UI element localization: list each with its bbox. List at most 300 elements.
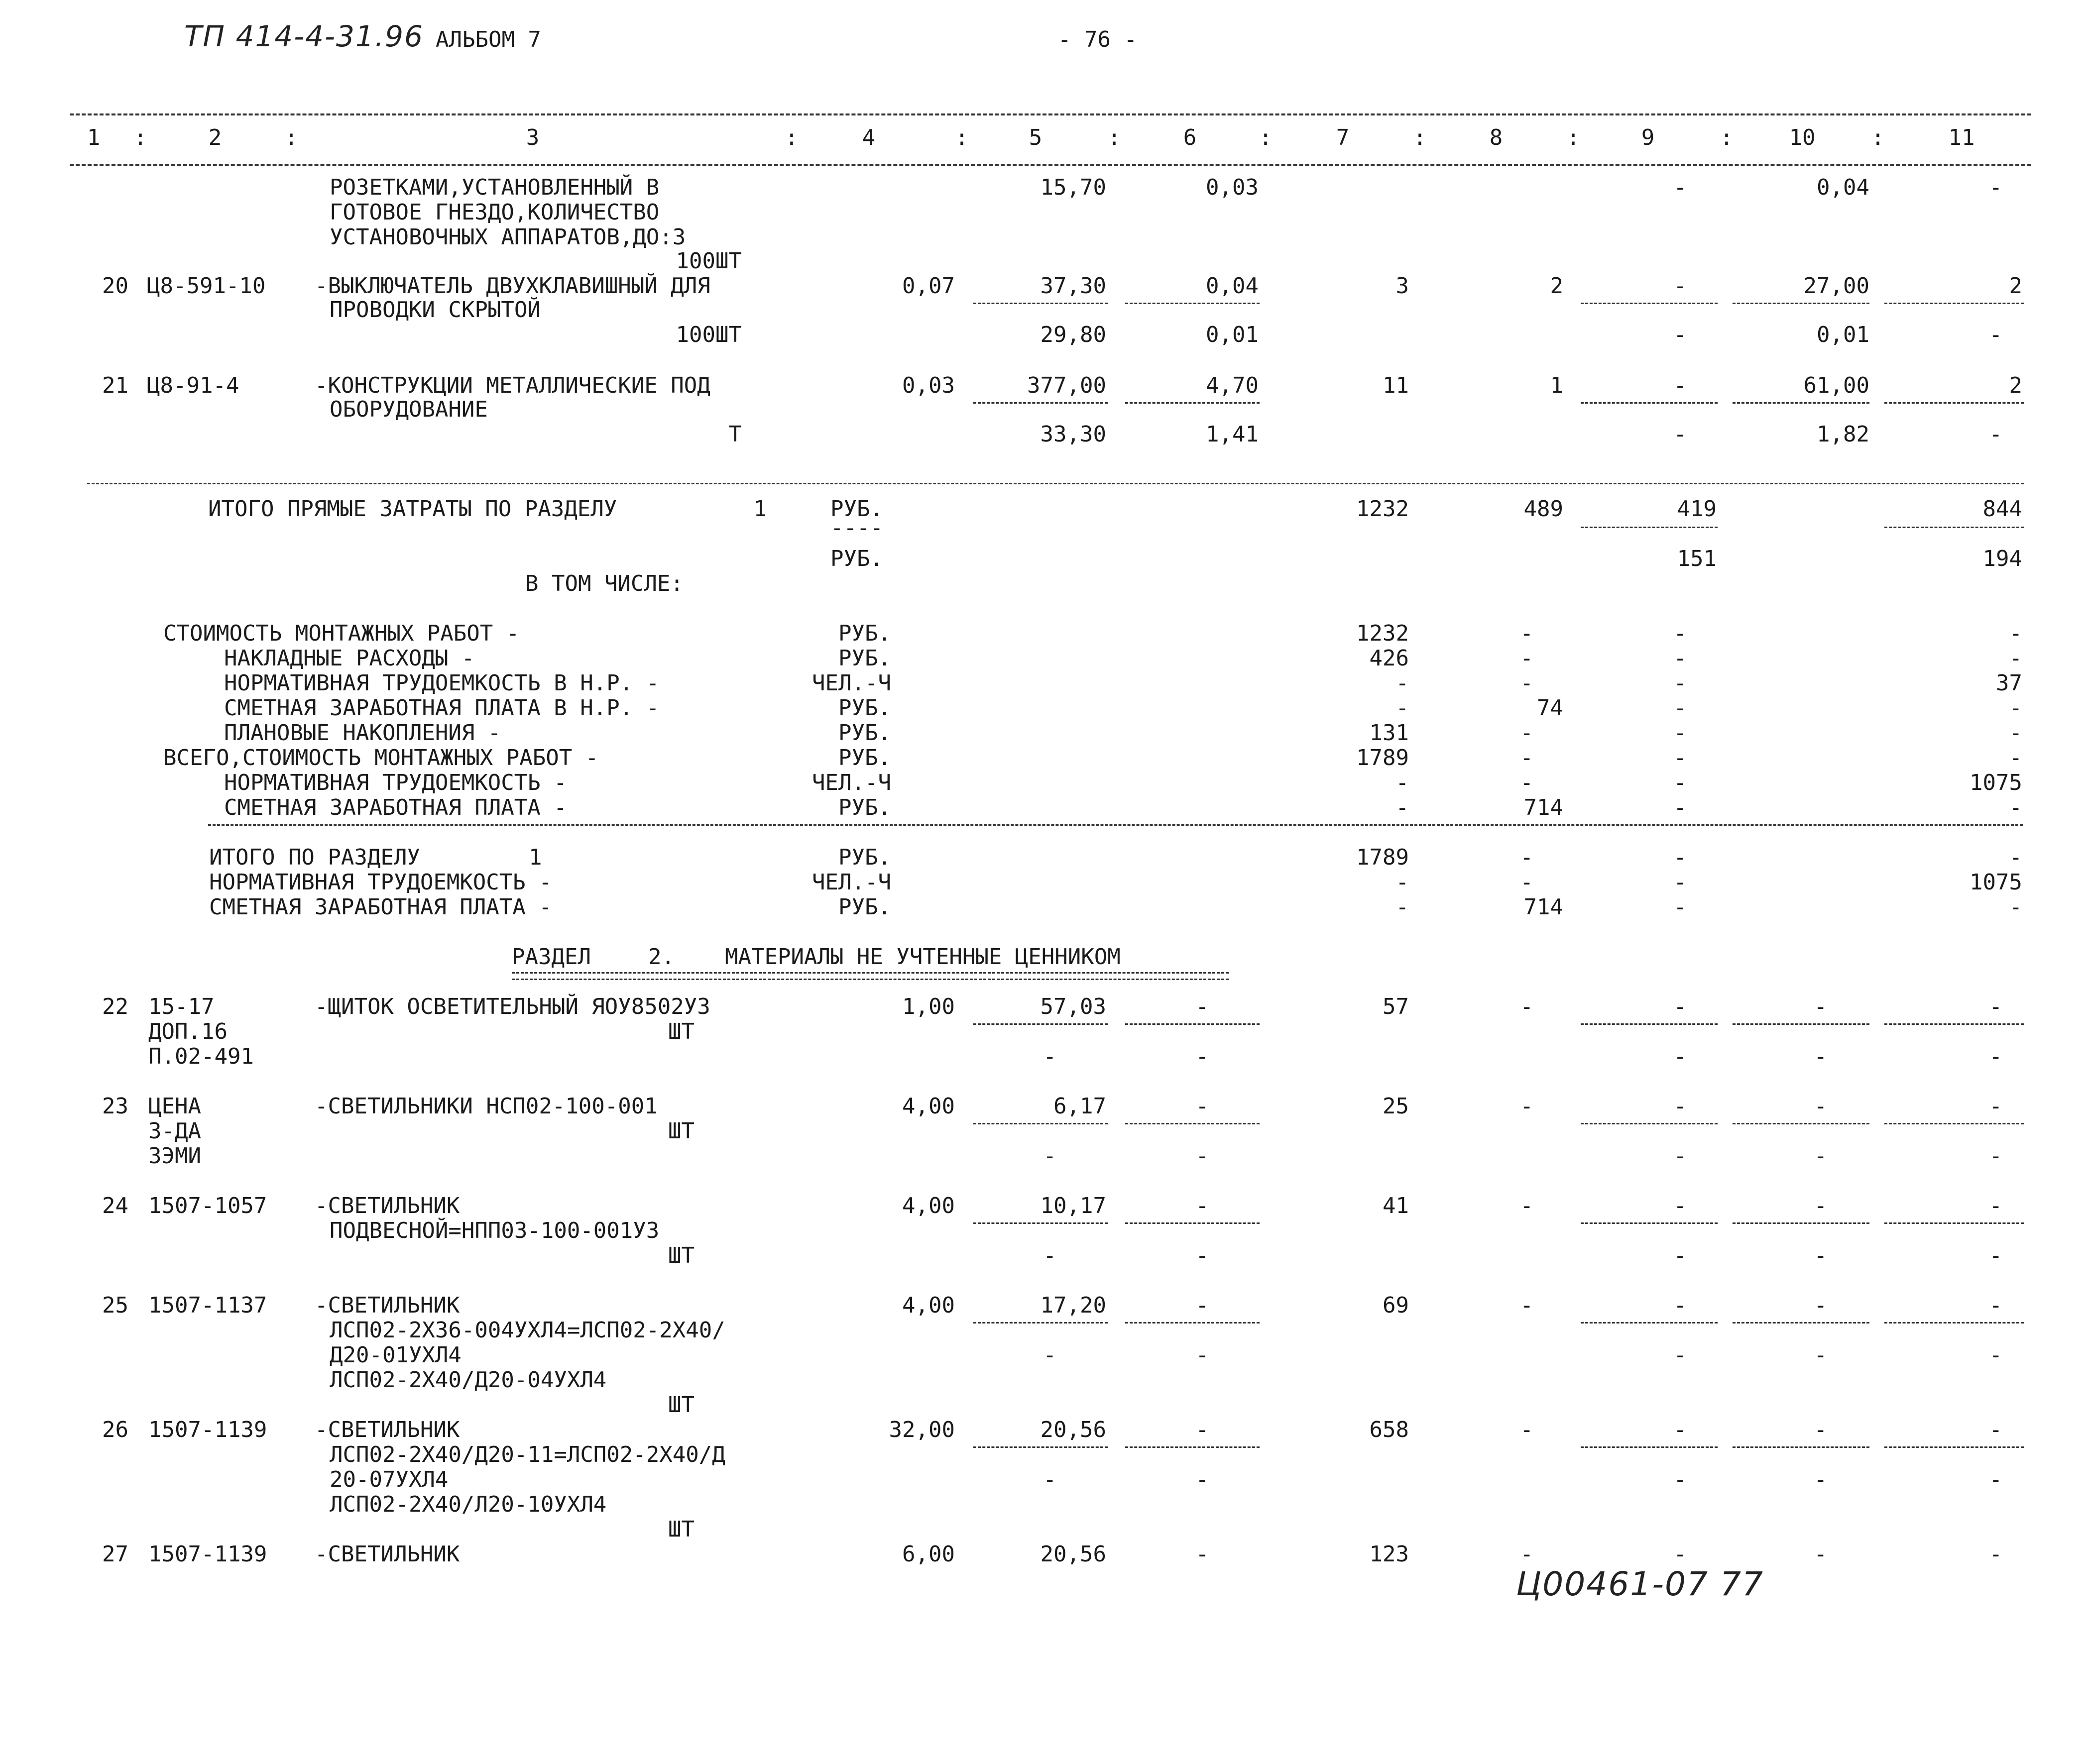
column-separator: : [284,125,298,150]
material-col9: - [1673,1417,1687,1442]
summary-col7: 1232 [1356,621,1409,646]
material-col5-sub: - [1043,1342,1056,1368]
row-unit: 100ШТ [676,322,742,347]
section-total-col7: - [1395,870,1409,895]
subtotal-rule-c10 [1733,1446,1869,1448]
material-col10: - [1814,1094,1827,1119]
summary-col8: - [1520,646,1533,671]
section-total-col11: - [2009,894,2022,920]
material-unit: ШТ [668,1392,695,1418]
summary-col7: - [1395,670,1409,696]
cell-col8: 1 [1550,373,1563,398]
material-col4: 1,00 [902,994,955,1019]
material-col7: 25 [1383,1094,1409,1119]
summary-unit: РУБ. [838,745,891,771]
totals-unit: РУБ. [830,496,883,522]
summary-col8: - [1520,621,1533,646]
header-rule-bottom [70,164,2031,166]
material-col5: 57,03 [1040,994,1106,1019]
header-rule-top [70,113,2031,115]
material-desc-line: Д20-01УХЛ4 [330,1342,462,1368]
material-unit: ШТ [668,1118,695,1144]
material-col9-sub: - [1673,1143,1687,1169]
material-col6: - [1195,1542,1209,1567]
subtotal-rule-c11 [1884,1023,2024,1025]
summary-col11: 37 [1996,670,2022,696]
totals-rule [87,483,2024,484]
subtotal-rule-c11 [1884,1123,2024,1124]
footer-stamp: Ц00461-07 77 [1516,1565,1764,1603]
subtotal-rule-c10 [1733,1322,1869,1323]
column-header-6: 6 [1183,125,1197,150]
cell-col5: 37,30 [1040,273,1106,299]
cell-col11: 2 [2009,373,2022,398]
material-col6-sub: - [1195,1243,1209,1268]
material-col10-sub: - [1814,1243,1827,1268]
material-col7: 658 [1369,1417,1409,1442]
cell-col6: 4,70 [1206,373,1259,398]
material-col9: - [1673,1293,1687,1318]
row-desc-line: УСТАНОВОЧНЫХ АППАРАТОВ,ДО:3 [330,224,686,250]
material-desc-line: -СВЕТИЛЬНИК [315,1193,460,1218]
subtotal-rule-c5 [973,1123,1108,1124]
column-header-7: 7 [1336,125,1350,150]
subtotal-rule-c10 [1733,1123,1869,1124]
cell-col4: 0,07 [902,273,955,299]
material-col11: - [1989,994,2002,1019]
material-code-line: П.02-491 [148,1044,254,1069]
material-col5-sub: - [1043,1143,1056,1169]
cell-col6-sub: 0,01 [1206,322,1259,347]
material-col4: 4,00 [902,1293,955,1318]
column-separator: : [1107,125,1121,150]
material-unit: ШТ [668,1517,695,1542]
cell-col5: 377,00 [1027,373,1106,398]
summary-col9: - [1673,670,1687,696]
cell-col4: 0,03 [902,373,955,398]
material-col11-sub: - [1989,1467,2002,1492]
subtotal-rule-c5 [973,1446,1108,1448]
material-code-line: 1507-1139 [148,1542,267,1567]
subtotal-rule-c9 [1581,1023,1718,1025]
section-total-col9: - [1673,845,1687,870]
subtotal-rule-c6 [1125,1322,1260,1323]
row-unit: 100ШТ [676,248,742,274]
material-desc-line: ЛСП02-2Х36-004УХЛ4=ЛСП02-2Х40/ [330,1318,725,1343]
column-separator: : [955,125,969,150]
totals-including: В ТОМ ЧИСЛЕ: [525,571,684,596]
subtotal-rule-c6 [1125,1222,1260,1224]
material-col9: - [1673,994,1687,1019]
material-col10-sub: - [1814,1143,1827,1169]
summary-col9: - [1673,621,1687,646]
material-col7: 57 [1383,994,1409,1019]
subtotal-rule-c5 [973,1023,1108,1025]
subtotal-rule-c9 [1581,1222,1718,1224]
material-code-line: ЦЕНА [148,1094,201,1119]
material-number: 23 [102,1094,128,1119]
material-col8: - [1520,1293,1533,1318]
cell-col6-sub: 1,41 [1206,422,1259,447]
material-col10-sub: - [1814,1467,1827,1492]
column-separator: : [133,125,147,150]
summary-col7: 1789 [1356,745,1409,771]
material-col6-sub: - [1195,1143,1209,1169]
section-total-col7: - [1395,894,1409,920]
summary-col9: - [1673,646,1687,671]
subtotal-rule-c11 [1884,402,2024,404]
summary-label: СМЕТНАЯ ЗАРАБОТНАЯ ПЛАТА - [224,795,567,820]
material-col6: - [1195,994,1209,1019]
material-col11: - [1989,1094,2002,1119]
row-code: Ц8-91-4 [147,373,239,398]
section-total-unit: РУБ. [838,845,891,870]
section-total-col8: 714 [1523,894,1563,920]
material-number: 26 [102,1417,128,1442]
summary-col9: - [1673,795,1687,820]
column-header-11: 11 [1948,125,1975,150]
column-separator: : [1566,125,1580,150]
cell-col10-sub: 1,82 [1817,422,1869,447]
material-col6: - [1195,1293,1209,1318]
summary-label: НАКЛАДНЫЕ РАСХОДЫ - [224,646,475,671]
album-label: АЛЬБОМ 7 [436,27,541,52]
cell-col10-sub: 0,01 [1817,322,1869,347]
material-desc-line: -СВЕТИЛЬНИК [315,1293,460,1318]
material-col9-sub: - [1673,1044,1687,1069]
summary-label: НОРМАТИВНАЯ ТРУДОЕМКОСТЬ В Н.Р. - [224,670,660,696]
summary-unit: РУБ. [838,720,891,746]
totals-col11: 844 [1982,496,2022,522]
cell-col11: - [1989,175,2002,200]
material-col5-sub: - [1043,1044,1056,1069]
material-col6: - [1195,1094,1209,1119]
totals-unit: РУБ. [830,546,883,571]
section-total-unit: ЧЕЛ.-Ч [812,870,891,895]
column-separator: : [1259,125,1273,150]
section-total-col7: 1789 [1356,845,1409,870]
material-col9-sub: - [1673,1243,1687,1268]
subtotal-rule-c5 [973,1322,1108,1323]
subtotal-rule-c9 [1581,1446,1718,1448]
totals-col8: 489 [1523,496,1563,522]
material-col5-sub: - [1043,1243,1056,1268]
subtotal-rule-c6 [1125,402,1260,404]
summary-col8: - [1520,720,1533,746]
column-header-4: 4 [862,125,876,150]
material-col10: - [1814,1542,1827,1567]
subtotal-rule-c9 [1581,1123,1718,1124]
summary-col11: - [2009,795,2022,820]
material-col9: - [1673,1542,1687,1567]
column-separator: : [785,125,799,150]
summary-col8: - [1520,745,1533,771]
material-col10: - [1814,994,1827,1019]
subtotal-rule-c10 [1733,303,1869,304]
cell-col11: 2 [2009,273,2022,299]
material-col5: 20,56 [1040,1417,1106,1442]
material-desc-line: 20-07УХЛ4 [330,1467,449,1492]
summary-col7: - [1395,795,1409,820]
cell-col7: 11 [1383,373,1409,398]
material-col9-sub: - [1673,1467,1687,1492]
cell-col10: 27,00 [1803,273,1869,299]
material-col11: - [1989,1193,2002,1218]
totals-col9-sub: 151 [1677,546,1717,571]
subtotal-rule-c9 [1581,303,1718,304]
column-header-10: 10 [1789,125,1816,150]
material-col10-sub: - [1814,1044,1827,1069]
material-col11: - [1989,1542,2002,1567]
material-col5: 20,56 [1040,1542,1106,1567]
material-number: 22 [102,994,128,1019]
material-desc-line: -СВЕТИЛЬНИКИ НСП02-100-001 [315,1094,658,1119]
material-col5: 6,17 [1053,1094,1106,1119]
material-col8: - [1520,1417,1533,1442]
material-col6: - [1195,1417,1209,1442]
material-col6-sub: - [1195,1467,1209,1492]
material-desc-line: ЛСП02-2Х40/Л20-10УХЛ4 [330,1492,607,1517]
row-desc-line: РОЗЕТКАМИ,УСТАНОВЛЕННЫЙ В [330,175,660,200]
subtotal-rule-c11 [1884,1446,2024,1448]
cell-col9: - [1673,273,1687,299]
material-unit: ШТ [668,1243,695,1268]
material-col11-sub: - [1989,1243,2002,1268]
subtotal-rule-c6 [1125,303,1260,304]
subtotal-rule-c6 [1125,1446,1260,1448]
material-col6: - [1195,1193,1209,1218]
cell-col6: 0,04 [1206,273,1259,299]
material-number: 25 [102,1293,128,1318]
material-col4: 32,00 [889,1417,955,1442]
material-col11-sub: - [1989,1143,2002,1169]
section-total-num: 1 [529,845,542,870]
cell-col10: 61,00 [1803,373,1869,398]
cell-col11-sub: - [1989,322,2002,347]
cell-col5-sub: 29,80 [1040,322,1106,347]
page-number: - 76 - [1058,27,1137,52]
column-header-3: 3 [526,125,540,150]
column-header-2: 2 [208,125,222,150]
section-total-unit: РУБ. [838,894,891,920]
summary-col11: - [2009,720,2022,746]
summary-col11: - [2009,695,2022,721]
summary-col11: 1075 [1970,770,2022,795]
totals-section: 1 [753,496,767,522]
summary-col9: - [1673,695,1687,721]
cell-col9: - [1673,373,1687,398]
summary-col9: - [1673,720,1687,746]
material-unit: ШТ [668,1019,695,1044]
material-code-line: 1507-1137 [148,1293,267,1318]
subtotal-rule-c5 [973,402,1108,404]
summary-col9: - [1673,770,1687,795]
row-desc-line: -ВЫКЛЮЧАТЕЛЬ ДВУХКЛАВИШНЫЙ ДЛЯ [315,273,710,299]
material-col10: - [1814,1193,1827,1218]
material-col5-sub: - [1043,1467,1056,1492]
material-desc-line: ЛСП02-2Х40/Д20-04УХЛ4 [330,1367,607,1393]
material-desc-line: ЛСП02-2Х40/Д20-11=ЛСП02-2Х40/Д [330,1442,725,1467]
cell-col11-sub: - [1989,422,2002,447]
subtotal-rule-c10 [1733,1023,1869,1025]
material-code-line: 1507-1057 [148,1193,267,1218]
summary-unit: ЧЕЛ.-Ч [812,670,891,696]
summary-unit: РУБ. [838,695,891,721]
summary-col9: - [1673,745,1687,771]
material-desc-line: -СВЕТИЛЬНИК [315,1542,460,1567]
summary-label: СТОИМОСТЬ МОНТАЖНЫХ РАБОТ - [163,621,520,646]
summary-label: СМЕТНАЯ ЗАРАБОТНАЯ ПЛАТА В Н.Р. - [224,695,660,721]
material-number: 27 [102,1542,128,1567]
section-heading-underline [512,972,1229,980]
material-col8: - [1520,1542,1533,1567]
row-desc-line: ОБОРУДОВАНИЕ [330,397,488,422]
material-code-line: ДОП.16 [148,1019,228,1044]
cell-col5: 15,70 [1040,175,1106,200]
material-number: 24 [102,1193,128,1218]
subtotal-rule-c9 [1581,402,1718,404]
material-desc-line: -СВЕТИЛЬНИК [315,1417,460,1442]
material-col7: 41 [1383,1193,1409,1218]
summary-unit: РУБ. [838,646,891,671]
summary-col8: 714 [1523,795,1563,820]
material-col10: - [1814,1293,1827,1318]
material-col9: - [1673,1193,1687,1218]
summary-col8: - [1520,670,1533,696]
column-separator: : [1871,125,1885,150]
material-col11-sub: - [1989,1342,2002,1368]
section-total-col9: - [1673,870,1687,895]
summary-col11: - [2009,646,2022,671]
row-desc-line: ПРОВОДКИ СКРЫТОЙ [330,297,541,323]
summary-unit: РУБ. [838,795,891,820]
document-code: ТП 414-4-31.96 [184,19,424,53]
material-col6-sub: - [1195,1044,1209,1069]
summary-rule [208,824,2023,826]
subtotal-rule-c6 [1125,1023,1260,1025]
row-code: Ц8-591-10 [147,273,266,299]
totals-unit-rule: ---- [830,515,883,541]
summary-col11: - [2009,745,2022,771]
column-separator: : [1413,125,1427,150]
summary-label: НОРМАТИВНАЯ ТРУДОЕМКОСТЬ - [224,770,567,795]
material-col8: - [1520,1094,1533,1119]
summary-col8: 74 [1537,695,1563,721]
material-col11-sub: - [1989,1044,2002,1069]
subtotal-rule-c11 [1884,303,2024,304]
totals-col7: 1232 [1356,496,1409,522]
totals-col11-sub: 194 [1982,546,2022,571]
section-heading-label: РАЗДЕЛ [512,944,591,970]
subtotal-rule-c9 [1581,527,1718,528]
subtotal-rule-c6 [1125,1123,1260,1124]
material-col6-sub: - [1195,1342,1209,1368]
section-total-col8: - [1520,845,1533,870]
column-header-1: 1 [87,125,101,150]
subtotal-rule-c9 [1581,1322,1718,1323]
summary-label: ВСЕГО,СТОИМОСТЬ МОНТАЖНЫХ РАБОТ - [163,745,599,771]
section-heading-title: МАТЕРИАЛЫ НЕ УЧТЕННЫЕ ЦЕННИКОМ [725,944,1121,970]
material-col8: - [1520,1193,1533,1218]
section-total-col11: - [2009,845,2022,870]
summary-col7: - [1395,770,1409,795]
summary-col7: 426 [1369,646,1409,671]
subtotal-rule-c11 [1884,527,2024,528]
material-desc-line: -ЩИТОК ОСВЕТИТЕЛЬНЫЙ ЯОУ8502УЗ [315,994,710,1019]
material-col5: 17,20 [1040,1293,1106,1318]
subtotal-rule-c11 [1884,1222,2024,1224]
totals-col9: 419 [1677,496,1717,522]
cell-col6: 0,03 [1206,175,1259,200]
column-header-8: 8 [1489,125,1503,150]
summary-unit: РУБ. [838,621,891,646]
cell-col9-sub: - [1673,322,1687,347]
material-col7: 123 [1369,1542,1409,1567]
summary-col7: 131 [1369,720,1409,746]
section-total-label: ИТОГО ПО РАЗДЕЛУ [209,845,420,870]
subtotal-rule-c5 [973,303,1108,304]
cell-col9: - [1673,175,1687,200]
subtotal-rule-c10 [1733,1222,1869,1224]
section-heading-number: 2. [648,944,675,970]
cell-col9-sub: - [1673,422,1687,447]
section-total-label: НОРМАТИВНАЯ ТРУДОЕМКОСТЬ - [209,870,552,895]
material-col9-sub: - [1673,1342,1687,1368]
material-code-line: 15-17 [148,994,215,1019]
cell-col7: 3 [1395,273,1409,299]
material-col11: - [1989,1293,2002,1318]
summary-label: ПЛАНОВЫЕ НАКОПЛЕНИЯ - [224,720,501,746]
material-col4: 4,00 [902,1094,955,1119]
subtotal-rule-c11 [1884,1322,2024,1323]
material-col9: - [1673,1094,1687,1119]
summary-col8: - [1520,770,1533,795]
summary-unit: ЧЕЛ.-Ч [812,770,891,795]
subtotal-rule-c5 [973,1222,1108,1224]
column-header-9: 9 [1641,125,1655,150]
material-code-line: 1507-1139 [148,1417,267,1442]
material-code-line: З-ДА [148,1118,201,1144]
cell-col8: 2 [1550,273,1563,299]
material-col10: - [1814,1417,1827,1442]
material-col10-sub: - [1814,1342,1827,1368]
column-header-5: 5 [1029,125,1043,150]
row-number: 20 [102,273,128,299]
section-total-col9: - [1673,894,1687,920]
row-unit: Т [728,422,742,447]
cell-col5-sub: 33,30 [1040,422,1106,447]
summary-col7: - [1395,695,1409,721]
section-total-col8: - [1520,870,1533,895]
row-desc-line: ГОТОВОЕ ГНЕЗДО,КОЛИЧЕСТВО [330,200,660,225]
subtotal-rule-c10 [1733,402,1869,404]
summary-col11: - [2009,621,2022,646]
cell-col10: 0,04 [1817,175,1869,200]
totals-label: ИТОГО ПРЯМЫЕ ЗАТРАТЫ ПО РАЗДЕЛУ [208,496,617,522]
row-number: 21 [102,373,128,398]
material-col11: - [1989,1417,2002,1442]
section-total-col11: 1075 [1970,870,2022,895]
material-col8: - [1520,994,1533,1019]
material-code-line: ЗЭМИ [148,1143,201,1169]
material-desc-line: ПОДВЕСНОЙ=НПП03-100-001УЗ [330,1218,660,1243]
column-separator: : [1720,125,1734,150]
material-col4: 6,00 [902,1542,955,1567]
material-col7: 69 [1383,1293,1409,1318]
material-col5: 10,17 [1040,1193,1106,1218]
material-col4: 4,00 [902,1193,955,1218]
section-total-label: СМЕТНАЯ ЗАРАБОТНАЯ ПЛАТА - [209,894,552,920]
